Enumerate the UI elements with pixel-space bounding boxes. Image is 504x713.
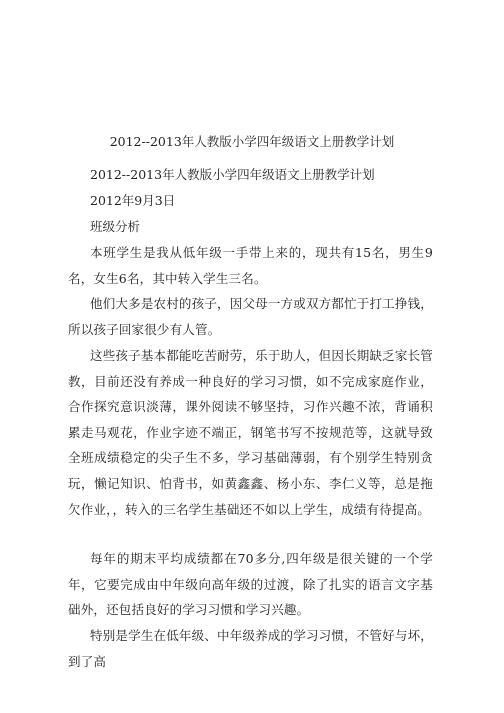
paragraph-grade-four: 每年的期末平均成绩都在70多分,四年级是很关键的一个学年，它要完成由中年级向高年级的过渡，除了扎实的语言文字基础外，还包括良好的学习习惯和学习兴趣。: [68, 551, 433, 618]
document-title: 2012--2013年人教版小学四年级语文上册教学计划: [109, 134, 395, 149]
paragraph-class-size: 本班学生是我从低年级一手带上来的，现共有15名，男生9名，女生6名，其中转入学生三名。: [68, 245, 433, 286]
paragraph-family-background: 他们大多是农村的孩子，因父母一方或双方都忙于打工挣钱，所以孩子回家很少有人管。: [68, 296, 433, 337]
paragraph-learning-habits: 这些孩子基本都能吃苦耐劳，乐于助人，但因长期缺乏家长管教，目前还没有养成一种良好的学习习惯，如不完成家庭作业，合作探究意识淡薄，课外阅读不够坚持，习作兴趣不浓，背诵积累走马观花，作业字迹不端正，钢笔书写不按规范等，这就导致全班成绩稳定的尖子生不多，学习基础薄弱，有个别学生特别贪玩，懒记知识、怕背书，如黄鑫鑫、杨小东、李仁义等，总是拖欠作业，，转入的三名学生基础还不如以上学生，成绩有待提高。: [68, 348, 433, 517]
section-heading: 班级分析: [90, 219, 141, 234]
paragraph-habits-continued: 特别是学生在低年级、中年级养成的学习习惯，不管好与坏，到了高: [68, 628, 433, 669]
document-date: 2012年9月3日: [90, 193, 176, 208]
document-subtitle: 2012--2013年人教版小学四年级语文上册教学计划: [90, 167, 375, 182]
